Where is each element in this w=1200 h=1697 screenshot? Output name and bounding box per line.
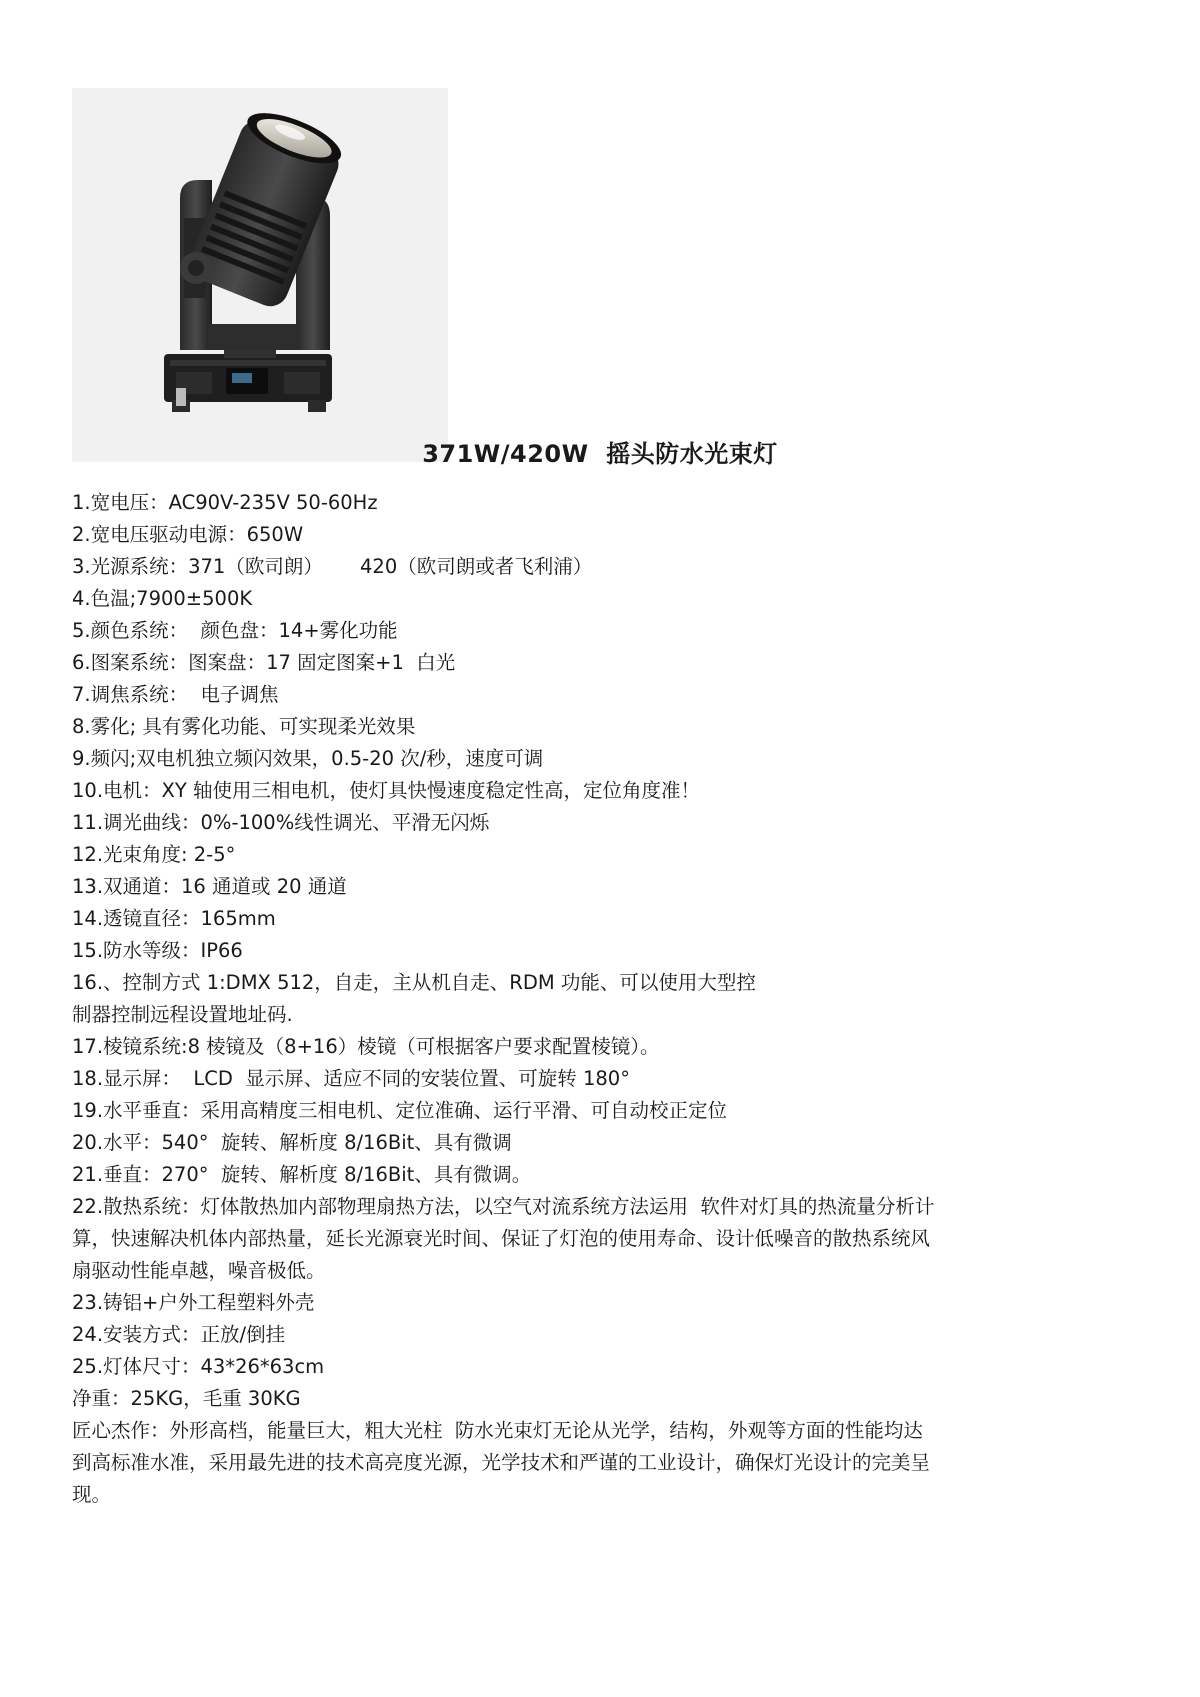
- spec-line: 6.图案系统：图案盘：17 固定图案+1 白光: [72, 651, 456, 674]
- spec-line: 制器控制远程设置地址码.: [72, 1003, 293, 1026]
- spec-line: 4.色温;7900±500K: [72, 587, 253, 610]
- spec-line: 19.水平垂直：采用高精度三相电机、定位准确、运行平滑、可自动校正定位: [72, 1099, 728, 1122]
- spec-line: 到高标准水准，采用最先进的技术高亮度光源，光学技术和严谨的工业设计，确保灯光设计的完美呈: [72, 1451, 931, 1474]
- spec-line: 21.垂直：270° 旋转、解析度 8/16Bit、具有微调。: [72, 1163, 532, 1186]
- spec-line: 8.雾化; 具有雾化功能、可实现柔光效果: [72, 715, 416, 738]
- page-title: 371W/420W 摇头防水光束灯: [422, 440, 778, 468]
- spec-line: 算，快速解决机体内部热量，延长光源衰光时间、保证了灯泡的使用寿命、设计低噪音的散热系统风: [72, 1227, 931, 1250]
- spec-line: 1.宽电压：AC90V-235V 50-60Hz: [72, 491, 378, 514]
- moving-head-light-icon: [72, 88, 448, 462]
- spec-line: 9.频闪;双电机独立频闪效果，0.5-20 次/秒，速度可调: [72, 747, 544, 770]
- spec-line: 15.防水等级：IP66: [72, 939, 243, 962]
- spec-line: 24.安装方式：正放/倒挂: [72, 1323, 286, 1346]
- spec-line: 现。: [72, 1483, 112, 1506]
- spec-line: 扇驱动性能卓越，噪音极低。: [72, 1259, 326, 1282]
- spec-line: 14.透镜直径：165mm: [72, 907, 276, 930]
- spec-line: 22.散热系统：灯体散热加内部物理扇热方法，以空气对流系统方法运用 软件对灯具的热流量分析计: [72, 1195, 935, 1218]
- spec-line: 7.调焦系统： 电子调焦: [72, 683, 279, 706]
- spec-line: 20.水平：540° 旋转、解析度 8/16Bit、具有微调: [72, 1131, 512, 1154]
- spec-line: 23.铸铝+户外工程塑料外壳: [72, 1291, 315, 1314]
- spec-line: 10.电机：XY 轴使用三相电机，使灯具快慢速度稳定性高，定位角度准！: [72, 779, 700, 802]
- spec-list: [72, 487, 1144, 1511]
- spec-line: 匠心杰作：外形高档，能量巨大，粗大光柱 防水光束灯无论从光学，结构，外观等方面的性能均达: [72, 1419, 923, 1442]
- spec-line: 17.棱镜系统:8 棱镜及（8+16）棱镜（可根据客户要求配置棱镜）。: [72, 1035, 660, 1058]
- spec-line: 5.颜色系统： 颜色盘：14+雾化功能: [72, 619, 398, 642]
- product-photo: [72, 88, 448, 462]
- spec-line: 16.、控制方式 1:DMX 512，自走，主从机自走、RDM 功能、可以使用大型控: [72, 971, 756, 994]
- spec-line: 12.光束角度: 2-5°: [72, 843, 236, 866]
- spec-line: 11.调光曲线：0%-100%线性调光、平滑无闪烁: [72, 811, 490, 834]
- spec-line: 净重：25KG，毛重 30KG: [72, 1387, 301, 1410]
- spec-line: 2.宽电压驱动电源：650W: [72, 523, 304, 546]
- spec-line: 25.灯体尺寸：43*26*63cm: [72, 1355, 325, 1378]
- spec-line: 3.光源系统：371（欧司朗） 420（欧司朗或者飞利浦）: [72, 555, 593, 578]
- spec-line: 18.显示屏： LCD 显示屏、适应不同的安装位置、可旋转 180°: [72, 1067, 630, 1090]
- spec-line: 13.双通道：16 通道或 20 通道: [72, 875, 347, 898]
